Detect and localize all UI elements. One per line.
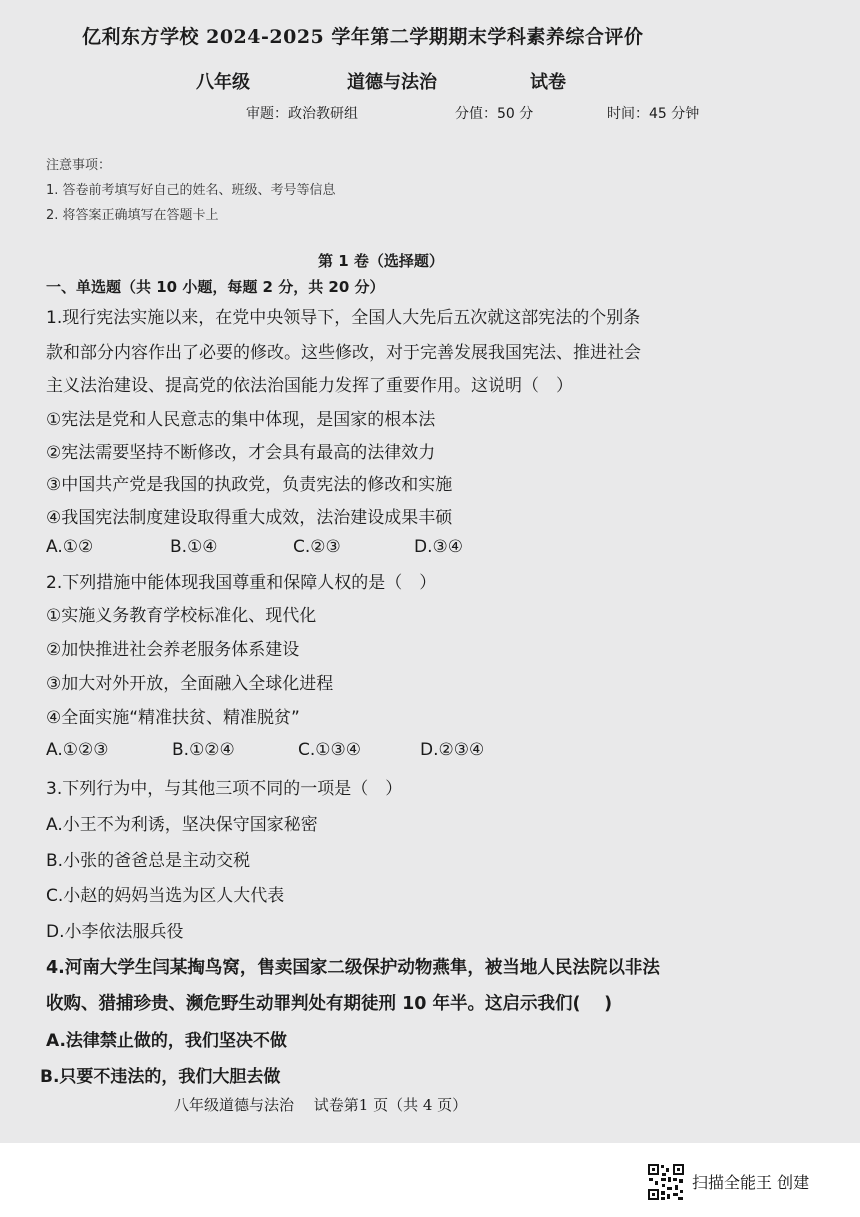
statement: ①宪法是党和人民意志的集中体现，是国家的根本法 (46, 410, 436, 430)
time-text: 时间：45 分钟 (607, 106, 700, 122)
question-stem: 3.下列行为中，与其他三项不同的一项是（ ） (46, 779, 403, 799)
statement: ②宪法需要坚持不断修改，才会具有最高的法律效力 (46, 443, 436, 463)
option-b: B.只要不违法的，我们大胆去做 (40, 1067, 281, 1087)
statement: ①实施义务教育学校标准化、现代化 (46, 606, 317, 626)
option-c: C.②③ (293, 537, 341, 557)
question-line: 款和部分内容作出了必要的修改。这些修改，对于完善发展我国宪法、推进社会 (46, 343, 641, 363)
option-a: A.法律禁止做的，我们坚决不做 (46, 1031, 287, 1051)
option-c: C.小赵的妈妈当选为区人大代表 (46, 886, 285, 906)
question-line: 1.现行宪法实施以来，在党中央领导下，全国人大先后五次就这部宪法的个别条 (46, 308, 641, 328)
statement: ③中国共产党是我国的执政党，负责宪法的修改和实施 (46, 475, 453, 495)
exam-title: 亿利东方学校 2024-2025 学年第二学期期末学科素养综合评价 (82, 26, 644, 48)
notice-item: 2. 将答案正确填写在答题卡上 (46, 208, 219, 223)
option-a: A.小王不为利诱，坚决保守国家秘密 (46, 815, 318, 835)
notice-item: 1. 答卷前考填写好自己的姓名、班级、考号等信息 (46, 183, 336, 198)
option-d: D.③④ (414, 537, 463, 557)
option-a: A.①② (46, 537, 94, 557)
notice-heading: 注意事项： (46, 158, 112, 173)
scanner-label: 扫描全能王 创建 (692, 1173, 810, 1192)
statement: ④我国宪法制度建设取得重大成效，法治建设成果丰硕 (46, 508, 453, 528)
part-heading: 一、单选题（共 10 小题，每题 2 分，共 20 分） (46, 278, 385, 296)
option-b: B.①④ (170, 537, 218, 557)
statement: ②加快推进社会养老服务体系建设 (46, 640, 300, 660)
option-c: C.①③④ (298, 740, 361, 760)
question-stem: 2.下列措施中能体现我国尊重和保障人权的是（ ） (46, 573, 437, 593)
statement: ④全面实施“精准扶贫、精准脱贫” (46, 708, 300, 728)
question-line: 4.河南大学生闫某掏鸟窝，售卖国家二级保护动物燕隼，被当地人民法院以非法 (46, 958, 660, 978)
grade-label: 八年级 (196, 72, 250, 93)
option-d: D.②③④ (420, 740, 485, 760)
volume-heading: 第 1 卷（选择题） (318, 252, 444, 270)
option-d: D.小李依法服兵役 (46, 922, 184, 942)
question-line: 主义法治建设、提高党的依法治国能力发挥了重要作用。这说明（ ） (46, 376, 573, 396)
statement: ③加大对外开放，全面融入全球化进程 (46, 674, 334, 694)
qr-code-icon (647, 1163, 685, 1201)
paper-label: 试卷 (530, 72, 566, 93)
option-a: A.①②③ (46, 740, 109, 760)
subject-label: 道德与法治 (347, 72, 437, 93)
option-b: B.小张的爸爸总是主动交税 (46, 851, 251, 871)
page-footer: 八年级道德与法治 试卷第1 页（共 4 页） (174, 1096, 468, 1114)
reviewer-text: 审题：政治教研组 (246, 106, 358, 122)
question-line: 收购、猎捕珍贵、濒危野生动罪判处有期徒刑 10 年半。这启示我们( ) (46, 994, 613, 1014)
score-text: 分值：50 分 (455, 106, 534, 122)
scanner-watermark-area (0, 1143, 860, 1217)
option-b: B.①②④ (172, 740, 235, 760)
